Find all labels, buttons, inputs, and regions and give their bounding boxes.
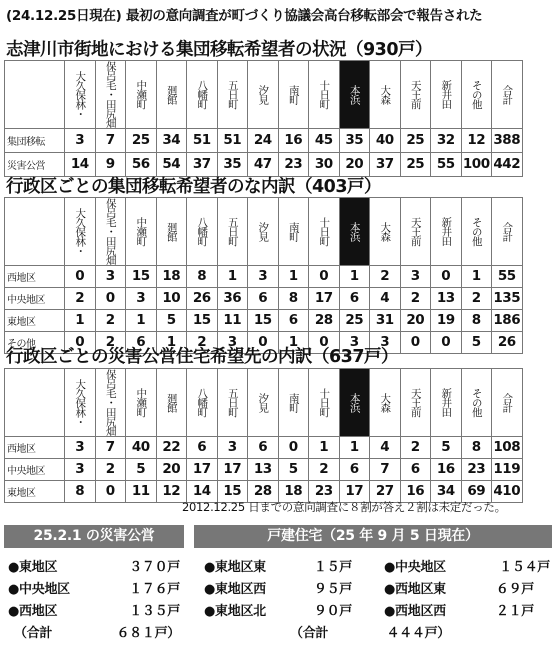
column-header bbox=[309, 198, 340, 266]
column-header bbox=[65, 198, 96, 266]
column-header-label: 五日町 bbox=[226, 80, 239, 109]
column-header bbox=[95, 198, 126, 266]
column-header-label: 十日町 bbox=[318, 217, 331, 246]
column-header bbox=[187, 198, 218, 266]
table-corner bbox=[5, 369, 65, 437]
table-cell: 2 bbox=[370, 265, 401, 287]
section3-title: 行政区ごとの災害公営住宅希望先の内訳（637戸） bbox=[6, 347, 399, 367]
column-header bbox=[339, 61, 370, 129]
column-header-label: その他 bbox=[470, 388, 483, 417]
section2-title: 行政区ごとの集団移転希望者のな内訳（403戸） bbox=[6, 177, 382, 197]
column-header bbox=[492, 61, 523, 129]
box-left-item: ●中央地区 １７６戸 bbox=[8, 582, 180, 597]
row-label: 災害公営 bbox=[5, 152, 65, 176]
column-header-label: 大久保 bbox=[74, 378, 87, 407]
column-header-label: 大森 bbox=[379, 84, 392, 104]
table-cell: 3 bbox=[95, 265, 126, 287]
table-cell: 1 bbox=[126, 309, 157, 331]
table-cell: 0 bbox=[248, 331, 279, 353]
column-header-label: 新井田 bbox=[440, 217, 453, 246]
table-cell: 27 bbox=[370, 480, 401, 502]
table-cell: 0 bbox=[431, 331, 462, 353]
table-cell: 28 bbox=[248, 480, 279, 502]
section1-title: 志津川市街地における集団移転希望者の状況（930戸） bbox=[6, 40, 433, 60]
table-cell: 56 bbox=[126, 152, 157, 176]
table-cell: 6 bbox=[187, 436, 218, 458]
column-header bbox=[339, 369, 370, 437]
column-header bbox=[431, 369, 462, 437]
column-header-label: 天王前 bbox=[409, 80, 422, 109]
column-header-label: 汐見 bbox=[257, 84, 270, 104]
box-right-title: 戸建住宅（25 年 9 月 5 日現在） bbox=[194, 525, 552, 548]
column-header-label: 南町 bbox=[287, 221, 300, 241]
column-header-label: 大久保 bbox=[74, 70, 87, 99]
header-note: (24.12.25日現在) 最初の意向調査が町づくり協議会高台移転部会で報告された bbox=[6, 8, 483, 24]
table-cell: 3 bbox=[126, 287, 157, 309]
column-header-label: 本浜 bbox=[348, 221, 361, 241]
column-header-label: 本浜 bbox=[348, 392, 361, 412]
table-cell: 13 bbox=[248, 458, 279, 480]
column-header-label: 天王前 bbox=[409, 388, 422, 417]
column-header-label: 五日町 bbox=[226, 217, 239, 246]
table-cell: 6 bbox=[339, 287, 370, 309]
table-cell: 51 bbox=[187, 128, 218, 152]
table-cell: 2 bbox=[309, 458, 340, 480]
column-header-label: 林・ bbox=[74, 99, 87, 118]
table-cell: 3 bbox=[65, 128, 96, 152]
table-cell: 35 bbox=[339, 128, 370, 152]
column-header-label: 天王前 bbox=[409, 217, 422, 246]
column-header-label: 汐見 bbox=[257, 392, 270, 412]
column-header-label: 保呂毛・田尻畑 bbox=[104, 198, 117, 265]
column-header-label: 保呂毛・田尻畑 bbox=[104, 61, 117, 128]
column-header-label: 八幡町 bbox=[196, 217, 209, 246]
table-cell: 6 bbox=[400, 458, 431, 480]
row-label: 集団移転 bbox=[5, 128, 65, 152]
table-cell: 1 bbox=[309, 436, 340, 458]
box-right-item: ●東地区東 １５戸 bbox=[204, 560, 352, 575]
table-cell: 1 bbox=[461, 265, 492, 287]
table-cell: 100 bbox=[461, 152, 492, 176]
table-cell: 34 bbox=[431, 480, 462, 502]
table-cell: 388 bbox=[492, 128, 523, 152]
column-header-label: 中瀬町 bbox=[135, 217, 148, 246]
table-cell: 18 bbox=[278, 480, 309, 502]
column-header bbox=[156, 198, 187, 266]
row-label: 西地区 bbox=[5, 265, 65, 287]
column-header bbox=[370, 198, 401, 266]
column-header bbox=[431, 198, 462, 266]
table-cell: 14 bbox=[187, 480, 218, 502]
column-header bbox=[187, 61, 218, 129]
column-header bbox=[461, 369, 492, 437]
table-cell: 0 bbox=[95, 480, 126, 502]
table-cell: 2 bbox=[95, 458, 126, 480]
table-cell: 10 bbox=[156, 287, 187, 309]
column-header bbox=[126, 61, 157, 129]
column-header bbox=[187, 369, 218, 437]
table-cell: 8 bbox=[461, 309, 492, 331]
column-header-label: 十日町 bbox=[318, 388, 331, 417]
row-label: 東地区 bbox=[5, 480, 65, 502]
table-cell: 11 bbox=[217, 309, 248, 331]
table-cell: 1 bbox=[156, 331, 187, 353]
table-cell: 37 bbox=[187, 152, 218, 176]
table-cell: 6 bbox=[248, 436, 279, 458]
column-header bbox=[400, 198, 431, 266]
table-cell: 25 bbox=[339, 309, 370, 331]
column-header bbox=[370, 369, 401, 437]
column-header-label: 大久保 bbox=[74, 207, 87, 236]
table-cell: 22 bbox=[156, 436, 187, 458]
box-right-item: ●東地区西 ９５戸 bbox=[204, 582, 352, 597]
column-header bbox=[278, 369, 309, 437]
table-cell: 23 bbox=[278, 152, 309, 176]
table-cell: 45 bbox=[309, 128, 340, 152]
table-cell: 11 bbox=[126, 480, 157, 502]
table-cell: 0 bbox=[65, 265, 96, 287]
box-right-item: ●西地区東 ６９戸 bbox=[384, 582, 534, 597]
table-cell: 2 bbox=[65, 287, 96, 309]
column-header-label: 十日町 bbox=[318, 80, 331, 109]
column-header-label: 汐見 bbox=[257, 221, 270, 241]
column-header-label: 新井田 bbox=[440, 80, 453, 109]
column-header bbox=[126, 198, 157, 266]
column-header bbox=[95, 369, 126, 437]
table-cell: 35 bbox=[217, 152, 248, 176]
table-cell: 1 bbox=[217, 265, 248, 287]
table-cell: 40 bbox=[126, 436, 157, 458]
table-cell: 3 bbox=[339, 331, 370, 353]
table-cell: 47 bbox=[248, 152, 279, 176]
table-cell: 17 bbox=[339, 480, 370, 502]
column-header-label: その他 bbox=[470, 80, 483, 109]
table-cell: 2 bbox=[187, 331, 218, 353]
table-cell: 5 bbox=[461, 331, 492, 353]
column-header-label: 八幡町 bbox=[196, 80, 209, 109]
table-cell: 6 bbox=[278, 309, 309, 331]
table-cell: 55 bbox=[431, 152, 462, 176]
column-header-label: 中瀬町 bbox=[135, 388, 148, 417]
table-cell: 2 bbox=[461, 287, 492, 309]
box-right-item: ●西地区西 ２１戸 bbox=[384, 604, 534, 619]
column-header-label: 新井田 bbox=[440, 388, 453, 417]
table-cell: 3 bbox=[248, 265, 279, 287]
column-header-label: 大森 bbox=[379, 221, 392, 241]
table-cell: 0 bbox=[400, 331, 431, 353]
table-cell: 15 bbox=[217, 480, 248, 502]
table-cell: 1 bbox=[278, 331, 309, 353]
table-cell: 30 bbox=[309, 152, 340, 176]
column-header bbox=[309, 369, 340, 437]
table-cell: 31 bbox=[370, 309, 401, 331]
table-cell: 40 bbox=[370, 128, 401, 152]
table-cell: 32 bbox=[431, 128, 462, 152]
table-cell: 69 bbox=[461, 480, 492, 502]
table-cell: 6 bbox=[248, 287, 279, 309]
table-cell: 1 bbox=[65, 309, 96, 331]
table-cell: 5 bbox=[431, 436, 462, 458]
column-header-label: 南町 bbox=[287, 392, 300, 412]
table-cell: 17 bbox=[309, 287, 340, 309]
table-cell: 1 bbox=[278, 265, 309, 287]
column-header bbox=[156, 61, 187, 129]
column-header bbox=[217, 369, 248, 437]
column-header bbox=[248, 61, 279, 129]
column-header bbox=[461, 61, 492, 129]
table-cell: 4 bbox=[370, 436, 401, 458]
column-header bbox=[65, 369, 96, 437]
table-cell: 23 bbox=[309, 480, 340, 502]
table-cell: 20 bbox=[400, 309, 431, 331]
table-row bbox=[5, 128, 553, 152]
table-cell: 25 bbox=[400, 152, 431, 176]
table-cell: 16 bbox=[400, 480, 431, 502]
table-cell: 16 bbox=[278, 128, 309, 152]
column-header-label: 合計 bbox=[501, 84, 514, 104]
table-cell: 2 bbox=[400, 287, 431, 309]
table-section3 bbox=[4, 368, 553, 503]
column-header bbox=[217, 61, 248, 129]
table-cell: 2 bbox=[400, 436, 431, 458]
column-header bbox=[248, 369, 279, 437]
table-cell: 12 bbox=[461, 128, 492, 152]
table-cell: 7 bbox=[95, 128, 126, 152]
column-header bbox=[400, 61, 431, 129]
column-header-label: 合計 bbox=[501, 392, 514, 412]
table-cell: 15 bbox=[187, 309, 218, 331]
table-cell: 1 bbox=[339, 265, 370, 287]
column-header bbox=[492, 369, 523, 437]
column-header bbox=[156, 369, 187, 437]
table-cell: 442 bbox=[492, 152, 523, 176]
column-header-label: 八幡町 bbox=[196, 388, 209, 417]
table-cell: 25 bbox=[400, 128, 431, 152]
table-cell: 7 bbox=[95, 436, 126, 458]
column-header bbox=[461, 198, 492, 266]
table-cell: 17 bbox=[217, 458, 248, 480]
table-cell: 3 bbox=[400, 265, 431, 287]
table-corner bbox=[5, 61, 65, 129]
column-header bbox=[400, 369, 431, 437]
table-cell: 24 bbox=[248, 128, 279, 152]
column-header bbox=[492, 198, 523, 266]
table-cell: 37 bbox=[370, 152, 401, 176]
column-header bbox=[278, 61, 309, 129]
table-cell: 3 bbox=[65, 458, 96, 480]
table-cell: 2 bbox=[95, 331, 126, 353]
table-cell: 9 bbox=[95, 152, 126, 176]
column-header bbox=[370, 61, 401, 129]
table-row bbox=[5, 265, 553, 287]
column-header bbox=[309, 61, 340, 129]
table-cell: 34 bbox=[156, 128, 187, 152]
table-cell: 23 bbox=[461, 458, 492, 480]
table-cell: 18 bbox=[156, 265, 187, 287]
table-cell: 16 bbox=[431, 458, 462, 480]
box-left-title: 25.2.1 の災害公営 bbox=[4, 525, 184, 548]
box-right-item: ●中央地区 １５４戸 bbox=[384, 560, 550, 575]
table-cell: 55 bbox=[492, 265, 523, 287]
column-header-label: 廻館 bbox=[165, 221, 178, 241]
table-row bbox=[5, 458, 553, 480]
column-header-label: 本浜 bbox=[348, 84, 361, 104]
table-cell: 36 bbox=[217, 287, 248, 309]
column-header-label: 林・ bbox=[74, 236, 87, 255]
table-cell: 26 bbox=[492, 331, 523, 353]
column-header-label: 廻館 bbox=[165, 84, 178, 104]
table-cell: 13 bbox=[431, 287, 462, 309]
table-cell: 108 bbox=[492, 436, 523, 458]
table-cell: 1 bbox=[339, 436, 370, 458]
box-right-item: ●東地区北 ９０戸 bbox=[204, 604, 352, 619]
column-header-label: その他 bbox=[470, 217, 483, 246]
row-label: 中央地区 bbox=[5, 287, 65, 309]
table-row bbox=[5, 309, 553, 331]
column-header-label: 保呂毛・田尻畑 bbox=[104, 369, 117, 436]
column-header-label: 廻館 bbox=[165, 392, 178, 412]
table-section2 bbox=[4, 197, 553, 354]
footnote: 2012.12.25 日までの意向調査に８割が答え２割は未定だった。 bbox=[182, 500, 506, 514]
box-left-item: ●西地区 １３５戸 bbox=[8, 604, 180, 619]
table-cell: 119 bbox=[492, 458, 523, 480]
column-header bbox=[278, 198, 309, 266]
table-row bbox=[5, 287, 553, 309]
table-cell: 26 bbox=[187, 287, 218, 309]
table-cell: 54 bbox=[156, 152, 187, 176]
table-cell: 15 bbox=[248, 309, 279, 331]
table-cell: 28 bbox=[309, 309, 340, 331]
column-header bbox=[95, 61, 126, 129]
table-cell: 15 bbox=[126, 265, 157, 287]
table-cell: 135 bbox=[492, 287, 523, 309]
table-cell: 3 bbox=[217, 331, 248, 353]
table-cell: 0 bbox=[309, 331, 340, 353]
table-cell: 8 bbox=[461, 436, 492, 458]
table-cell: 19 bbox=[431, 309, 462, 331]
box-left-total: （合計 ６８１戸） bbox=[14, 626, 180, 641]
column-header-label: 大森 bbox=[379, 392, 392, 412]
table-cell: 410 bbox=[492, 480, 523, 502]
table-cell: 20 bbox=[339, 152, 370, 176]
column-header bbox=[431, 61, 462, 129]
table-cell: 0 bbox=[278, 436, 309, 458]
table-cell: 0 bbox=[309, 265, 340, 287]
table-cell: 7 bbox=[370, 458, 401, 480]
row-label: 東地区 bbox=[5, 309, 65, 331]
table-cell: 3 bbox=[217, 436, 248, 458]
table-cell: 0 bbox=[65, 331, 96, 353]
column-header-label: 五日町 bbox=[226, 388, 239, 417]
table-cell: 17 bbox=[187, 458, 218, 480]
column-header bbox=[217, 198, 248, 266]
row-label: 西地区 bbox=[5, 436, 65, 458]
table-row bbox=[5, 436, 553, 458]
row-label: 中央地区 bbox=[5, 458, 65, 480]
table-cell: 6 bbox=[126, 331, 157, 353]
table-cell: 14 bbox=[65, 152, 96, 176]
table-cell: 6 bbox=[339, 458, 370, 480]
table-corner bbox=[5, 198, 65, 266]
table-cell: 5 bbox=[156, 309, 187, 331]
table-cell: 25 bbox=[126, 128, 157, 152]
table-cell: 8 bbox=[187, 265, 218, 287]
table-cell: 20 bbox=[156, 458, 187, 480]
column-header bbox=[339, 198, 370, 266]
table-cell: 0 bbox=[95, 287, 126, 309]
table-cell: 5 bbox=[126, 458, 157, 480]
column-header bbox=[248, 198, 279, 266]
column-header bbox=[65, 61, 96, 129]
column-header-label: 林・ bbox=[74, 407, 87, 426]
table-cell: 3 bbox=[370, 331, 401, 353]
box-left-item: ●東地区 ３７０戸 bbox=[8, 560, 180, 575]
table-cell: 12 bbox=[156, 480, 187, 502]
table-cell: 51 bbox=[217, 128, 248, 152]
table-cell: 4 bbox=[370, 287, 401, 309]
table-cell: 186 bbox=[492, 309, 523, 331]
column-header-label: 中瀬町 bbox=[135, 80, 148, 109]
column-header bbox=[126, 369, 157, 437]
table-section1 bbox=[4, 60, 553, 177]
table-cell: 0 bbox=[431, 265, 462, 287]
box-right-total: （合計 ４４４戸） bbox=[290, 626, 450, 641]
table-cell: 2 bbox=[95, 309, 126, 331]
table-cell: 3 bbox=[65, 436, 96, 458]
column-header-label: 合計 bbox=[501, 221, 514, 241]
table-cell: 8 bbox=[278, 287, 309, 309]
column-header-label: 南町 bbox=[287, 84, 300, 104]
table-cell: 5 bbox=[278, 458, 309, 480]
table-cell: 8 bbox=[65, 480, 96, 502]
row-label: その他 bbox=[5, 331, 65, 353]
